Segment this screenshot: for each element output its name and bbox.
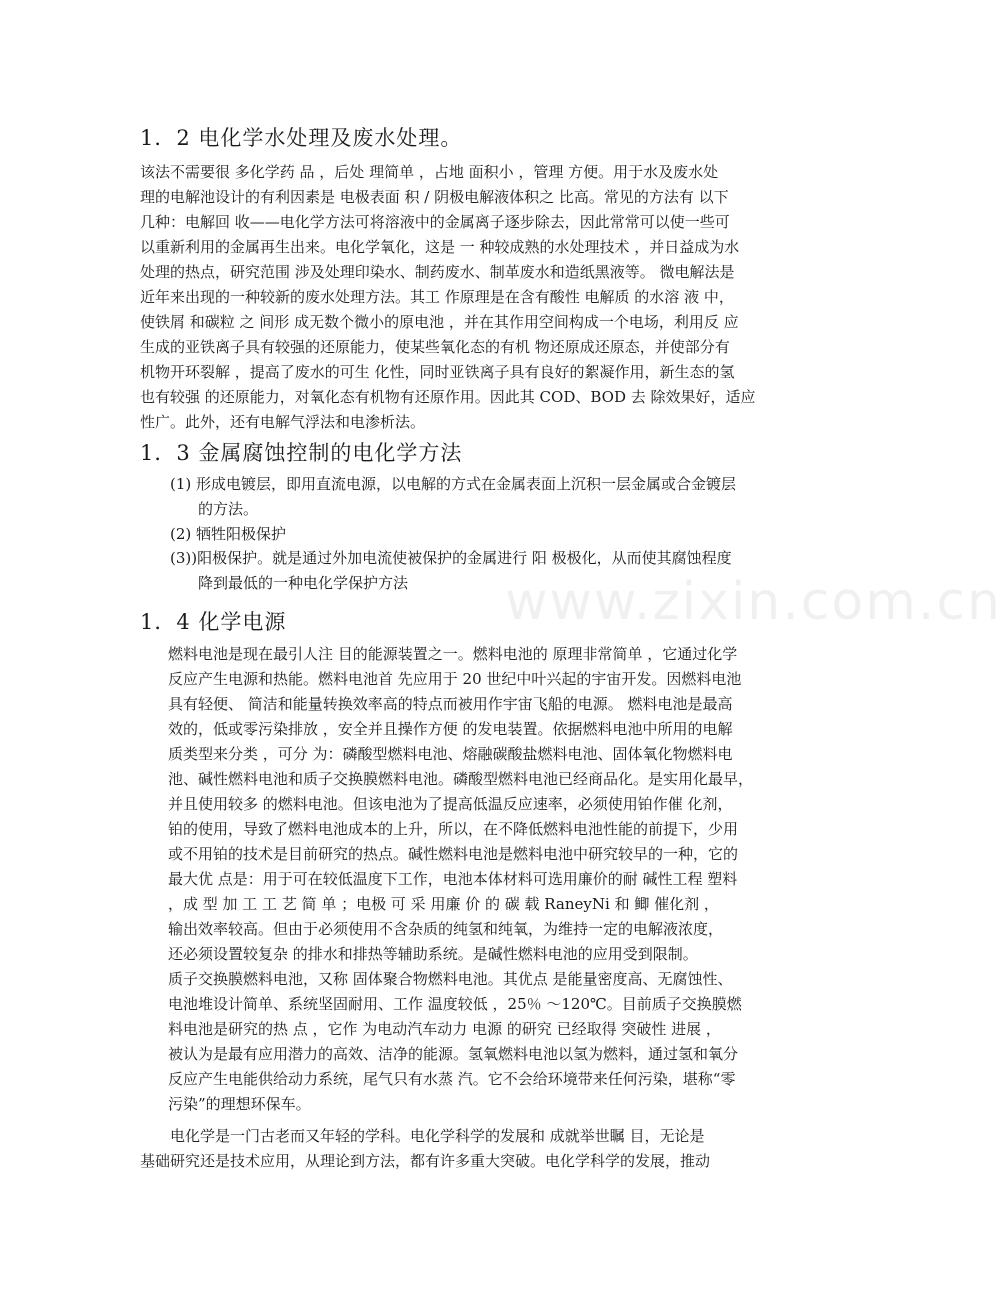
list-item-2	[170, 522, 286, 547]
text-line: 几种：电解回 收——电化学方法可将溶液中的金属离子逐步除去，因此常常可以使一些可	[140, 213, 730, 231]
text-line: 最大优 点是：用于可在较低温度下工作，电池本体材料可选用廉价的耐 碱性工程 塑料	[168, 870, 738, 888]
text-line: 以重新利用的金属再生出来。电化学氧化，这是 一 种较成熟的水处理技术 ，并日益成为水	[140, 238, 740, 256]
heading-1-2: 1．2 电化学水处理及废水处理。	[140, 126, 463, 150]
text-line: 料电池是研究的热 点 ，它作 为电动汽车动力 电源 的研究 已经取得 突破性 进展 ，	[168, 1020, 721, 1038]
text-line: 理的电解池设计的有利因素是 电极表面 积 / 阴极电解液体积之 比高。常见的方法有 以下	[140, 188, 729, 206]
text-line: 生成的亚铁离子具有较强的还原能力，使某些氧化态的有机 物还原成还原态，并使部分有	[140, 338, 730, 356]
text-line: 电池堆设计简单、系统坚固耐用、工作 温度较低 ，25％ ～120℃。目前质子交换膜燃	[168, 995, 742, 1013]
text-line: 污染”的理想环保车。	[168, 1095, 311, 1113]
text-line: 质子交换膜燃料电池，又称 固体聚合物燃料电池。其优点 是能量密度高、无腐蚀性、	[168, 970, 733, 988]
text-line: ，成 型 加 工 工 艺 简 单 ；电极 可 采 用廉 价 的 碳 载 RaneyNi 和 鲫 催化剂 ，	[168, 895, 719, 913]
text-line: 该法不需要很 多化学药 品 ，后处 理简单 ，占地 面积小 ，管理 方便。用于水及废水处	[140, 163, 719, 181]
text-line: 并且使用较多 的燃料电池。但该电池为了提高低温反应速率，必须使用铂作催 化剂，	[168, 795, 733, 813]
text-line: 质类型来分类 ，可分 为：磷酸型燃料电池、熔融碳酸盐燃料电池、固体氧化物燃料电	[168, 745, 733, 763]
list-item-text: (1) 形成电镀层，即用直流电源，以电解的方式在金属表面上沉积一层金属或合金镀层	[170, 475, 737, 493]
list-item-text: 的方法。	[198, 500, 259, 518]
text-line: 也有较强 的还原能力，对氧化态有机物有还原作用。因此其 COD、BOD 去 除效果好，适应	[140, 388, 756, 406]
text-line: 处理的热点，研究范围 涉及处理印染水、制药废水、制革废水和造纸黑液等。 微电解法是	[140, 263, 735, 281]
text-line: 性广。此外，还有电解气浮法和电渗析法。	[140, 413, 426, 431]
text-line: 被认为是最有应用潜力的高效、洁净的能源。氢氧燃料电池以氢为燃料，通过氢和氧分	[168, 1045, 739, 1063]
heading-1-4: 1．4 化学电源	[140, 610, 287, 634]
text-line: 或不用铂的技术是目前研究的热点。碱性燃料电池是燃料电池中研究较早的一种，它的	[168, 845, 739, 863]
text-line: 电化学是一门古老而又年轻的学科。电化学科学的发展和 成就举世瞩 目，无论是	[140, 1127, 705, 1145]
text-line: 池、碱性燃料电池和质子交换膜燃料电池。磷酸型燃料电池已经商品化。是实用化最早，	[168, 770, 754, 788]
list-item-3	[170, 546, 732, 596]
paragraph-fuel-cells	[168, 642, 790, 1117]
text-line: 反应产生电能供给动力系统，尾气只有水蒸 汽。它不会给环境带来任何污染，堪称“零	[168, 1070, 736, 1088]
text-line: 输出效率较高。但由于必须使用不含杂质的纯氢和纯氧，为维持一定的电解液浓度，	[168, 920, 724, 938]
list-item-1	[170, 472, 736, 522]
text-line: 还必须设置较复杂 的排水和排热等辅助系统。是碱性燃料电池的应用受到限制。	[168, 945, 698, 963]
list-item-text: (2) 牺牲阳极保护	[170, 525, 287, 543]
paragraph-water-treatment	[140, 160, 790, 435]
text-line: 铂的使用，导致了燃料电池成本的上升，所以，在不降低燃料电池性能的前提下，少用	[168, 820, 739, 838]
text-line: 具有轻便、 简洁和能量转换效率高的特点而被用作宇宙飞船的电源。 燃料电池是最高	[168, 695, 733, 713]
text-line: 机物开环裂解 ，提高了废水的可生 化性，同时亚铁离子具有良好的絮凝作用，新生态的氢	[140, 363, 735, 381]
text-line: 基础研究还是技术应用，从理论到方法，都有许多重大突破。电化学科学的发展，推动	[140, 1152, 711, 1170]
text-line: 近年来出现的一种较新的废水处理方法。其工 作原理是在含有酸性 电解质 的水溶 液 中，	[140, 288, 734, 306]
list-item-text: (3))阳极保护。就是通过外加电流使被保护的金属进行 阳 极极化，从而使其腐蚀程度	[170, 549, 732, 567]
list-item-text: 降到最低的一种电化学保护方法	[198, 574, 409, 592]
paragraph-closing	[140, 1124, 790, 1174]
heading-1-3: 1．3 金属腐蚀控制的电化学方法	[140, 441, 463, 465]
watermark: www.zixin.com.cn	[505, 572, 1002, 632]
text-line: 效的，低或零污染排放 ，安全并且操作方便 的发电装置。依据燃料电池中所用的电解	[168, 720, 733, 738]
text-line: 燃料电池是现在最引人注 目的能源装置之一。燃料电池的 原理非常简单 ，它通过化学	[168, 645, 738, 663]
text-line: 反应产生电源和热能。燃料电池首 先应用于 20 世纪中叶兴起的宇宙开发。因燃料电池	[168, 670, 742, 688]
text-line: 使铁屑 和碳粒 之 间形 成无数个微小的原电池 ，并在其作用空间构成一个电场，利用反 应	[140, 313, 739, 331]
